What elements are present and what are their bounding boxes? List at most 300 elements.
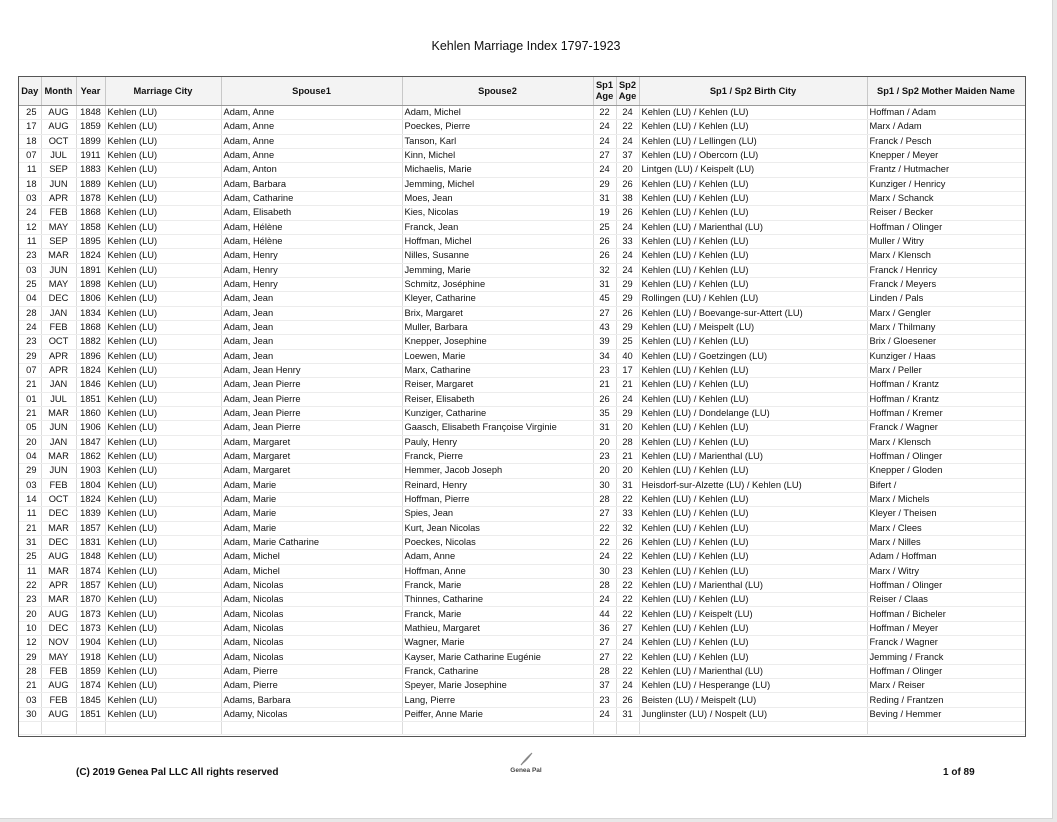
birth-city-cell: Kehlen (LU) / Kehlen (LU)	[639, 263, 867, 277]
spouse1-cell: Adam, Marie	[221, 492, 402, 506]
birth-city-cell: Kehlen (LU) / Marienthal (LU)	[639, 220, 867, 234]
month-cell: DEC	[41, 507, 76, 521]
mother-maiden-name-cell: Franck / Pesch	[867, 134, 1025, 148]
sp2-age-cell: 23	[616, 564, 639, 578]
table-row	[19, 650, 1025, 664]
month-cell: DEC	[41, 621, 76, 635]
marriage-table-container	[18, 76, 1026, 737]
table-row	[19, 148, 1025, 162]
sp1-age-cell: 32	[593, 263, 616, 277]
marriage-city-cell: Kehlen (LU)	[105, 206, 221, 220]
sp2-age-cell: 21	[616, 378, 639, 392]
spouse1-cell: Adam, Marie	[221, 507, 402, 521]
birth-city-cell: Kehlen (LU) / Kehlen (LU)	[639, 363, 867, 377]
day-cell: 04	[19, 449, 41, 463]
empty-cell	[616, 722, 639, 735]
month-cell: AUG	[41, 607, 76, 621]
table-row	[19, 234, 1025, 248]
month-cell: AUG	[41, 120, 76, 134]
page-number: 1 of 89	[943, 767, 975, 778]
year-cell: 1839	[76, 507, 105, 521]
year-cell: 1848	[76, 550, 105, 564]
month-cell: OCT	[41, 492, 76, 506]
spouse2-cell: Tanson, Karl	[402, 134, 593, 148]
month-cell: APR	[41, 191, 76, 205]
year-cell: 1903	[76, 464, 105, 478]
marriage-city-cell: Kehlen (LU)	[105, 621, 221, 635]
sp2-age-cell: 38	[616, 191, 639, 205]
spouse1-cell: Adamy, Nicolas	[221, 707, 402, 721]
month-cell: OCT	[41, 134, 76, 148]
spouse2-cell: Poeckes, Nicolas	[402, 535, 593, 549]
mother-maiden-name-cell: Kunziger / Henricy	[867, 177, 1025, 191]
table-row	[19, 550, 1025, 564]
marriage-city-cell: Kehlen (LU)	[105, 378, 221, 392]
marriage-city-cell: Kehlen (LU)	[105, 106, 221, 120]
day-cell: 24	[19, 320, 41, 334]
sp1-age-cell: 23	[593, 449, 616, 463]
spouse1-cell: Adam, Anne	[221, 106, 402, 120]
spouse2-cell: Kies, Nicolas	[402, 206, 593, 220]
header-year: Year	[76, 77, 105, 106]
table-row	[19, 492, 1025, 506]
mother-maiden-name-cell: Reding / Frantzen	[867, 693, 1025, 707]
mother-maiden-name-cell: Hoffman / Olinger	[867, 664, 1025, 678]
empty-cell	[593, 722, 616, 735]
spouse1-cell: Adam, Jean	[221, 349, 402, 363]
marriage-city-cell: Kehlen (LU)	[105, 335, 221, 349]
spouse2-cell: Franck, Jean	[402, 220, 593, 234]
birth-city-cell: Kehlen (LU) / Kehlen (LU)	[639, 378, 867, 392]
day-cell: 03	[19, 693, 41, 707]
day-cell: 07	[19, 363, 41, 377]
mother-maiden-name-cell: Hoffman / Olinger	[867, 220, 1025, 234]
sp2-age-cell: 33	[616, 507, 639, 521]
spouse2-cell: Kleyer, Catharine	[402, 292, 593, 306]
table-row	[19, 406, 1025, 420]
birth-city-cell: Kehlen (LU) / Meispelt (LU)	[639, 320, 867, 334]
spouse2-cell: Poeckes, Pierre	[402, 120, 593, 134]
mother-maiden-name-cell: Marx / Klensch	[867, 249, 1025, 263]
table-row	[19, 263, 1025, 277]
table-row	[19, 220, 1025, 234]
month-cell: APR	[41, 349, 76, 363]
spouse1-cell: Adam, Henry	[221, 263, 402, 277]
birth-city-cell: Kehlen (LU) / Marienthal (LU)	[639, 578, 867, 592]
spouse1-cell: Adam, Jean Pierre	[221, 392, 402, 406]
day-cell: 23	[19, 593, 41, 607]
spouse1-cell: Adam, Anne	[221, 134, 402, 148]
spouse2-cell: Lang, Pierre	[402, 693, 593, 707]
spouse1-cell: Adam, Nicolas	[221, 578, 402, 592]
sp2-age-cell: 24	[616, 220, 639, 234]
table-row	[19, 679, 1025, 693]
empty-cell	[639, 722, 867, 735]
day-cell: 01	[19, 392, 41, 406]
table-row	[19, 693, 1025, 707]
month-cell: NOV	[41, 636, 76, 650]
mother-maiden-name-cell: Linden / Pals	[867, 292, 1025, 306]
marriage-city-cell: Kehlen (LU)	[105, 191, 221, 205]
year-cell: 1857	[76, 521, 105, 535]
day-cell: 03	[19, 263, 41, 277]
sp2-age-cell: 24	[616, 392, 639, 406]
birth-city-cell: Kehlen (LU) / Dondelange (LU)	[639, 406, 867, 420]
table-row	[19, 578, 1025, 592]
spouse1-cell: Adam, Catharine	[221, 191, 402, 205]
spouse1-cell: Adam, Jean	[221, 320, 402, 334]
mother-maiden-name-cell: Hoffman / Meyer	[867, 621, 1025, 635]
month-cell: JUN	[41, 464, 76, 478]
year-cell: 1831	[76, 535, 105, 549]
marriage-city-cell: Kehlen (LU)	[105, 177, 221, 191]
year-cell: 1857	[76, 578, 105, 592]
day-cell: 29	[19, 349, 41, 363]
sp1-age-cell: 24	[593, 593, 616, 607]
sp2-age-cell: 24	[616, 134, 639, 148]
marriage-city-cell: Kehlen (LU)	[105, 220, 221, 234]
month-cell: AUG	[41, 707, 76, 721]
year-cell: 1899	[76, 134, 105, 148]
day-cell: 25	[19, 550, 41, 564]
month-cell: MAY	[41, 277, 76, 291]
sp1-age-cell: 37	[593, 679, 616, 693]
table-row	[19, 191, 1025, 205]
table-row	[19, 335, 1025, 349]
day-cell: 30	[19, 707, 41, 721]
day-cell: 14	[19, 492, 41, 506]
mother-maiden-name-cell: Frantz / Hutmacher	[867, 163, 1025, 177]
spouse1-cell: Adam, Jean Pierre	[221, 421, 402, 435]
month-cell: JUN	[41, 177, 76, 191]
birth-city-cell: Kehlen (LU) / Kehlen (LU)	[639, 249, 867, 263]
sp1-age-cell: 28	[593, 664, 616, 678]
spouse1-cell: Adam, Marie Catharine	[221, 535, 402, 549]
month-cell: APR	[41, 363, 76, 377]
birth-city-cell: Kehlen (LU) / Kehlen (LU)	[639, 120, 867, 134]
sp2-age-cell: 31	[616, 707, 639, 721]
sp1-age-cell: 19	[593, 206, 616, 220]
sp1-age-cell: 23	[593, 693, 616, 707]
table-row	[19, 664, 1025, 678]
spouse2-cell: Loewen, Marie	[402, 349, 593, 363]
sp1-age-cell: 26	[593, 234, 616, 248]
spouse2-cell: Thinnes, Catharine	[402, 593, 593, 607]
sp2-age-cell: 29	[616, 406, 639, 420]
page-title: Kehlen Marriage Index 1797-1923	[431, 39, 621, 53]
spouse1-cell: Adam, Nicolas	[221, 593, 402, 607]
month-cell: JUL	[41, 392, 76, 406]
spouse1-cell: Adam, Margaret	[221, 449, 402, 463]
spouse2-cell: Hoffman, Pierre	[402, 492, 593, 506]
table-row	[19, 120, 1025, 134]
table-row	[19, 521, 1025, 535]
day-cell: 18	[19, 134, 41, 148]
mother-maiden-name-cell: Franck / Wagner	[867, 636, 1025, 650]
mother-maiden-name-cell: Marx / Witry	[867, 564, 1025, 578]
sp2-age-cell: 37	[616, 148, 639, 162]
spouse2-cell: Spies, Jean	[402, 507, 593, 521]
sp1-age-cell: 27	[593, 650, 616, 664]
sp1-age-cell: 28	[593, 492, 616, 506]
spouse1-cell: Adam, Nicolas	[221, 607, 402, 621]
sp2-age-cell: 17	[616, 363, 639, 377]
spouse2-cell: Reinard, Henry	[402, 478, 593, 492]
sp1-age-cell: 27	[593, 306, 616, 320]
sp2-age-cell: 20	[616, 421, 639, 435]
table-body	[19, 106, 1025, 735]
year-cell: 1868	[76, 320, 105, 334]
year-cell: 1883	[76, 163, 105, 177]
mother-maiden-name-cell: Marx / Clees	[867, 521, 1025, 535]
month-cell: MAR	[41, 249, 76, 263]
year-cell: 1878	[76, 191, 105, 205]
birth-city-cell: Kehlen (LU) / Boevange-sur-Attert (LU)	[639, 306, 867, 320]
spouse2-cell: Jemming, Marie	[402, 263, 593, 277]
month-cell: FEB	[41, 693, 76, 707]
day-cell: 25	[19, 277, 41, 291]
day-cell: 24	[19, 206, 41, 220]
birth-city-cell: Kehlen (LU) / Kehlen (LU)	[639, 106, 867, 120]
spouse1-cell: Adam, Margaret	[221, 464, 402, 478]
sp2-age-cell: 22	[616, 664, 639, 678]
marriage-city-cell: Kehlen (LU)	[105, 607, 221, 621]
sp2-age-cell: 22	[616, 120, 639, 134]
mother-maiden-name-cell: Adam / Hoffman	[867, 550, 1025, 564]
spouse1-cell: Adams, Barbara	[221, 693, 402, 707]
spouse2-cell: Reiser, Margaret	[402, 378, 593, 392]
empty-cell	[867, 722, 1025, 735]
table-row	[19, 363, 1025, 377]
marriage-city-cell: Kehlen (LU)	[105, 507, 221, 521]
sp2-age-cell: 21	[616, 449, 639, 463]
spouse2-cell: Hoffman, Michel	[402, 234, 593, 248]
mother-maiden-name-cell: Hoffman / Krantz	[867, 378, 1025, 392]
birth-city-cell: Kehlen (LU) / Kehlen (LU)	[639, 177, 867, 191]
year-cell: 1906	[76, 421, 105, 435]
day-cell: 11	[19, 163, 41, 177]
table-row	[19, 464, 1025, 478]
mother-maiden-name-cell: Muller / Witry	[867, 234, 1025, 248]
birth-city-cell: Kehlen (LU) / Kehlen (LU)	[639, 492, 867, 506]
month-cell: MAR	[41, 406, 76, 420]
year-cell: 1859	[76, 664, 105, 678]
year-cell: 1860	[76, 406, 105, 420]
sp2-age-cell: 26	[616, 306, 639, 320]
mother-maiden-name-cell: Brix / Gloesener	[867, 335, 1025, 349]
day-cell: 12	[19, 220, 41, 234]
month-cell: DEC	[41, 535, 76, 549]
spouse2-cell: Franck, Catharine	[402, 664, 593, 678]
year-cell: 1859	[76, 120, 105, 134]
table-row	[19, 292, 1025, 306]
sp1-age-cell: 25	[593, 220, 616, 234]
mother-maiden-name-cell: Franck / Meyers	[867, 277, 1025, 291]
day-cell: 03	[19, 478, 41, 492]
spouse1-cell: Adam, Henry	[221, 249, 402, 263]
mother-maiden-name-cell: Hoffman / Olinger	[867, 449, 1025, 463]
spouse1-cell: Adam, Margaret	[221, 435, 402, 449]
mother-maiden-name-cell: Marx / Klensch	[867, 435, 1025, 449]
spouse1-cell: Adam, Nicolas	[221, 650, 402, 664]
birth-city-cell: Kehlen (LU) / Marienthal (LU)	[639, 449, 867, 463]
year-cell: 1806	[76, 292, 105, 306]
day-cell: 25	[19, 106, 41, 120]
year-cell: 1896	[76, 349, 105, 363]
mother-maiden-name-cell: Marx / Reiser	[867, 679, 1025, 693]
year-cell: 1845	[76, 693, 105, 707]
spouse2-cell: Kunziger, Catharine	[402, 406, 593, 420]
spouse1-cell: Adam, Pierre	[221, 679, 402, 693]
spouse1-cell: Adam, Hélène	[221, 220, 402, 234]
year-cell: 1904	[76, 636, 105, 650]
day-cell: 28	[19, 306, 41, 320]
header-spouse1: Spouse1	[221, 77, 402, 106]
sp2-age-cell: 22	[616, 607, 639, 621]
spouse2-cell: Moes, Jean	[402, 191, 593, 205]
spouse2-cell: Reiser, Elisabeth	[402, 392, 593, 406]
table-row	[19, 249, 1025, 263]
sp2-age-cell: 26	[616, 693, 639, 707]
sp2-age-cell: 40	[616, 349, 639, 363]
spouse1-cell: Adam, Michel	[221, 550, 402, 564]
birth-city-cell: Kehlen (LU) / Kehlen (LU)	[639, 335, 867, 349]
birth-city-cell: Kehlen (LU) / Marienthal (LU)	[639, 664, 867, 678]
spouse1-cell: Adam, Anne	[221, 120, 402, 134]
sp2-age-cell: 29	[616, 292, 639, 306]
month-cell: SEP	[41, 163, 76, 177]
spouse2-cell: Adam, Anne	[402, 550, 593, 564]
month-cell: JUN	[41, 421, 76, 435]
birth-city-cell: Kehlen (LU) / Obercorn (LU)	[639, 148, 867, 162]
header-day: Day	[19, 77, 41, 106]
birth-city-cell: Kehlen (LU) / Kehlen (LU)	[639, 636, 867, 650]
sp2-age-cell: 22	[616, 550, 639, 564]
sp1-age-cell: 20	[593, 464, 616, 478]
sp1-age-cell: 36	[593, 621, 616, 635]
sp2-age-cell: 22	[616, 593, 639, 607]
birth-city-cell: Kehlen (LU) / Kehlen (LU)	[639, 191, 867, 205]
spouse1-cell: Adam, Anne	[221, 148, 402, 162]
marriage-city-cell: Kehlen (LU)	[105, 349, 221, 363]
spouse1-cell: Adam, Hélène	[221, 234, 402, 248]
spouse2-cell: Franck, Marie	[402, 578, 593, 592]
mother-maiden-name-cell: Bifert /	[867, 478, 1025, 492]
year-cell: 1891	[76, 263, 105, 277]
sp2-age-cell: 22	[616, 650, 639, 664]
spouse2-cell: Wagner, Marie	[402, 636, 593, 650]
sp1-age-cell: 30	[593, 478, 616, 492]
sp2-age-cell: 29	[616, 320, 639, 334]
sp1-age-cell: 31	[593, 277, 616, 291]
sp2-age-cell: 25	[616, 335, 639, 349]
sp2-age-cell: 24	[616, 636, 639, 650]
month-cell: AUG	[41, 106, 76, 120]
sp2-age-cell: 24	[616, 263, 639, 277]
table-row	[19, 564, 1025, 578]
spouse1-cell: Adam, Jean Henry	[221, 363, 402, 377]
spouse2-cell: Hoffman, Anne	[402, 564, 593, 578]
spouse2-cell: Kurt, Jean Nicolas	[402, 521, 593, 535]
day-cell: 21	[19, 406, 41, 420]
month-cell: FEB	[41, 206, 76, 220]
birth-city-cell: Kehlen (LU) / Kehlen (LU)	[639, 464, 867, 478]
spouse1-cell: Adam, Anton	[221, 163, 402, 177]
empty-cell	[402, 722, 593, 735]
empty-cell	[76, 722, 105, 735]
marriage-city-cell: Kehlen (LU)	[105, 148, 221, 162]
day-cell: 03	[19, 191, 41, 205]
marriage-city-cell: Kehlen (LU)	[105, 464, 221, 478]
table-row	[19, 163, 1025, 177]
birth-city-cell: Kehlen (LU) / Lellingen (LU)	[639, 134, 867, 148]
spouse2-cell: Jemming, Michel	[402, 177, 593, 191]
day-cell: 20	[19, 435, 41, 449]
spouse1-cell: Adam, Jean Pierre	[221, 378, 402, 392]
sp1-age-cell: 35	[593, 406, 616, 420]
month-cell: JAN	[41, 435, 76, 449]
birth-city-cell: Kehlen (LU) / Keispelt (LU)	[639, 607, 867, 621]
year-cell: 1858	[76, 220, 105, 234]
sp1-age-cell: 24	[593, 163, 616, 177]
day-cell: 11	[19, 234, 41, 248]
day-cell: 20	[19, 607, 41, 621]
mother-maiden-name-cell: Beving / Hemmer	[867, 707, 1025, 721]
spouse2-cell: Pauly, Henry	[402, 435, 593, 449]
spouse2-cell: Peiffer, Anne Marie	[402, 707, 593, 721]
spouse2-cell: Schmitz, Joséphine	[402, 277, 593, 291]
empty-cell	[105, 722, 221, 735]
mother-maiden-name-cell: Franck / Wagner	[867, 421, 1025, 435]
sp1-age-cell: 43	[593, 320, 616, 334]
sp1-age-cell: 24	[593, 707, 616, 721]
day-cell: 23	[19, 335, 41, 349]
sp1-age-cell: 20	[593, 435, 616, 449]
marriage-city-cell: Kehlen (LU)	[105, 320, 221, 334]
marriage-city-cell: Kehlen (LU)	[105, 134, 221, 148]
sp1-age-cell: 23	[593, 363, 616, 377]
day-cell: 21	[19, 521, 41, 535]
sp2-age-cell: 27	[616, 621, 639, 635]
sp2-age-cell: 24	[616, 106, 639, 120]
spouse1-cell: Adam, Michel	[221, 564, 402, 578]
marriage-city-cell: Kehlen (LU)	[105, 492, 221, 506]
sp2-age-cell: 24	[616, 249, 639, 263]
spouse2-cell: Kinn, Michel	[402, 148, 593, 162]
marriage-city-cell: Kehlen (LU)	[105, 535, 221, 549]
day-cell: 12	[19, 636, 41, 650]
year-cell: 1804	[76, 478, 105, 492]
sp1-age-cell: 44	[593, 607, 616, 621]
marriage-city-cell: Kehlen (LU)	[105, 163, 221, 177]
empty-cell	[41, 722, 76, 735]
table-row	[19, 435, 1025, 449]
logo-text: Genea Pal	[510, 767, 542, 774]
sp2-age-cell: 33	[616, 234, 639, 248]
sp1-age-cell: 27	[593, 636, 616, 650]
year-cell: 1895	[76, 234, 105, 248]
empty-row	[19, 722, 1025, 735]
table-row	[19, 378, 1025, 392]
year-cell: 1873	[76, 621, 105, 635]
table-row	[19, 449, 1025, 463]
birth-city-cell: Beisten (LU) / Meispelt (LU)	[639, 693, 867, 707]
mother-maiden-name-cell: Hoffman / Bicheler	[867, 607, 1025, 621]
month-cell: FEB	[41, 320, 76, 334]
mother-maiden-name-cell: Marx / Thilmany	[867, 320, 1025, 334]
month-cell: FEB	[41, 478, 76, 492]
table-row	[19, 134, 1025, 148]
